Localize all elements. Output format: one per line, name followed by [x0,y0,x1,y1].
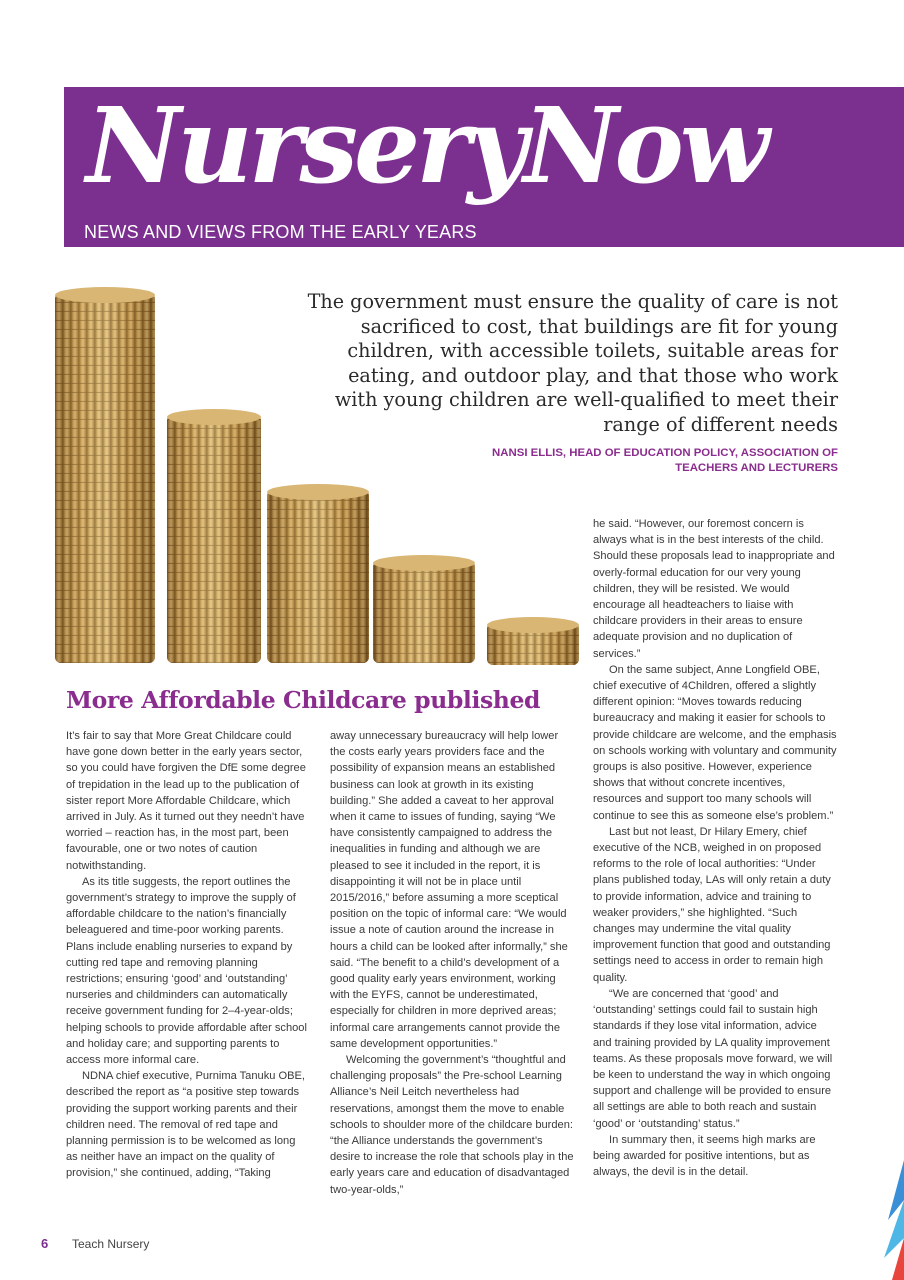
corner-stripes-decoration [878,1160,904,1280]
quote-attribution: NANSI ELLIS, HEAD OF EDUCATION POLICY, ASSOCIATION OF TEACHERS AND LECTURERS [492,447,838,474]
paragraph: away unnecessary bureaucracy will help lower the costs early years providers face and the possibility of expansion means an established business can look at growth in its existing building.” She added a caveat to her approval when it came to issues of funding, saying “We have consistently campaigned to address the inequalities in funding and although we are pleased to see it included in the report, it is disappointing it will not be in place until 2015/2016,” before assuming a more sceptical position on the topic of informal care: “We would issue a note of caution around the increase in hours a child can be looked after informally,” she said. “The benefit to a child’s development of a good quality early years environment, working with the EYFS, cannot be underestimated, especially for children in more deprived areas; informal care arrangements cannot provide the same development opportunities.” [330,730,568,1050]
article-column-3 [593,516,837,1180]
article-headline: More Affordable Childcare published [66,686,541,714]
article-column-2 [330,728,574,1198]
paragraph: On the same subject, Anne Longfield OBE, chief executive of 4Children, offered a slightly different opinion: “Moves towards reducing bureaucracy and making it easier for schools to provide childcare are welcome, and the emphasis on schools working with voluntary and community groups is also positive. However, experience shows that without concrete incentives, resources and support too many schools will continue to see this as someone else’s problem.” [593,663,837,822]
pull-quote: The government must ensure the quality of care is not sacrificed to cost, that buildings are fit for young children, with accessible toilets, suitable areas for eating, and outdoor play, and that those who work with young children are well-qualified to meet their range of different needs [307,290,838,436]
masthead-subtitle: NEWS AND VIEWS FROM THE EARLY YEARS [84,222,477,242]
page-number: 6 [41,1236,49,1251]
article-column-1 [66,728,310,1182]
paragraph: NDNA chief executive, Purnima Tanuku OBE, described the report as “a positive step towards providing the support working parents and their children need. The removal of red tape and planning permission is to be welcomed as long as neither have an impact on the quality of provision,” she continued, adding, “Taking [66,1070,306,1180]
paragraph: “We are concerned that ‘good’ and ‘outstanding’ settings could fail to sustain high standards if they lose vital information, advice and training provided by LA quality improvement teams. As these proposals move forward, we will be keen to understand the way in which ongoing support and challenge will be provided to ensure all settings are able to both reach and sustain ‘good’ or ‘outstanding’ status.” [593,987,833,1130]
paragraph: Welcoming the government’s “thoughtful and challenging proposals” the Pre-school Learning Alliance’s Neil Leitch nevertheless had reservations, amongst them the move to enable schools to shoulder more of the childcare burden: “the Alliance understands the government’s desire to increase the role that schools play in the early years care and education of disadvantaged two-year-olds,” [330,1054,574,1196]
paragraph: In summary then, it seems high marks are being awarded for positive intentions, but as always, the devil is in the detail. [593,1133,816,1179]
paragraph: he said. “However, our foremost concern is always what is in the best interests of the child. Should these proposals lead to inappropriate and overly-formal education for our very young children, they will be resisted. We would encourage all headteachers to liaise with childcare providers in their areas to ensure adequate provision and no duplication of services.” [593,518,835,660]
paragraph: Last but not least, Dr Hilary Emery, chief executive of the NCB, weighed in on proposed reforms to the role of local authorities: “Under plans published today, LAs will only retain a duty to provide information, advice and training to weaker providers,” she highlighted. “Such changes may undermine the vital quality improvement function that good and outstanding settings need to access in order to remain high quality. [593,825,831,984]
masthead-title: NurseryNow [86,84,766,207]
paragraph: As its title suggests, the report outlines the government’s strategy to improve the supply of affordable childcare to the nation’s financially beleaguered and time-poor working parents. Plans include enabling nurseries to expand by cutting red tape and removing planning restrictions; ensuring ‘good’ and ‘outstanding’ nurseries and childminders can automatically receive government funding for 2–4-year-olds; helping schools to provide affordable after school and holiday care; and supporting parents to access more informal care. [66,875,307,1067]
publication-name: Teach Nursery [72,1237,150,1251]
paragraph: It’s fair to say that More Great Childcare could have gone down better in the early years sector, so you could have forgiven the DfE some degree of trepidation in the lead up to the publication of sister report More Affordable Childcare, which arrived in July. As it turned out they needn’t have worried – reaction has, in the most part, been favourable, one or two notes of caution notwithstanding. [66,730,306,872]
